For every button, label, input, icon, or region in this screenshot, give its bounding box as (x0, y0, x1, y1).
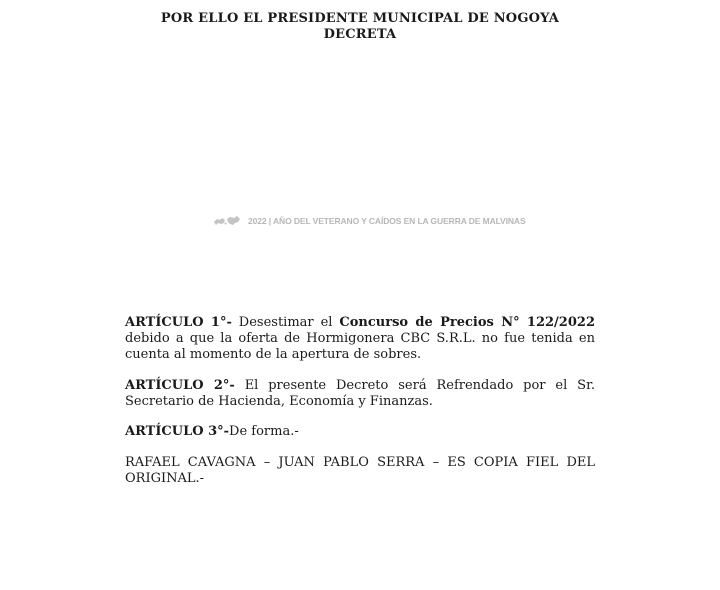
article-3-label: ARTÍCULO 3°- (125, 424, 230, 439)
article-1-bold-text: Concurso de Precios N° 122/2022 (339, 315, 595, 330)
article-1-label: ARTÍCULO 1°- (125, 315, 232, 330)
article-2-line1: El presente Decreto será Refrendado por el Sr. (234, 378, 595, 393)
closing-signatures (125, 455, 595, 487)
article-2-line2: Secretario de Hacienda, Economía y Finanzas. (125, 394, 433, 409)
article-3-text: De forma.- (229, 424, 299, 439)
article-1 (125, 315, 595, 363)
article-2-label: ARTÍCULO 2°- (125, 378, 235, 393)
article-1-line2: debido a que la oferta de Hormigonera CBC S.R.L. no fue tenida en (125, 331, 595, 346)
article-3 (125, 424, 595, 440)
article-2 (125, 378, 595, 410)
watermark (212, 214, 526, 228)
decree-heading-line1: POR ELLO EL PRESIDENTE MUNICIPAL DE NOGOYA (160, 11, 560, 26)
article-1-intro: Desestimar el (231, 315, 340, 330)
decree-heading-line2: DECRETA (323, 27, 397, 42)
closing-line2: ORIGINAL.- (125, 471, 205, 486)
malvinas-islands-icon (212, 214, 242, 228)
closing-line1: RAFAEL CAVAGNA – JUAN PABLO SERRA – ES COPIA FIEL DEL (125, 455, 595, 470)
watermark-text: 2022 | AÑO DEL VETERANO Y CAÍDOS EN LA GUERRA DE MALVINAS (248, 216, 526, 226)
article-1-line3: cuenta al momento de la apertura de sobres. (125, 347, 422, 362)
